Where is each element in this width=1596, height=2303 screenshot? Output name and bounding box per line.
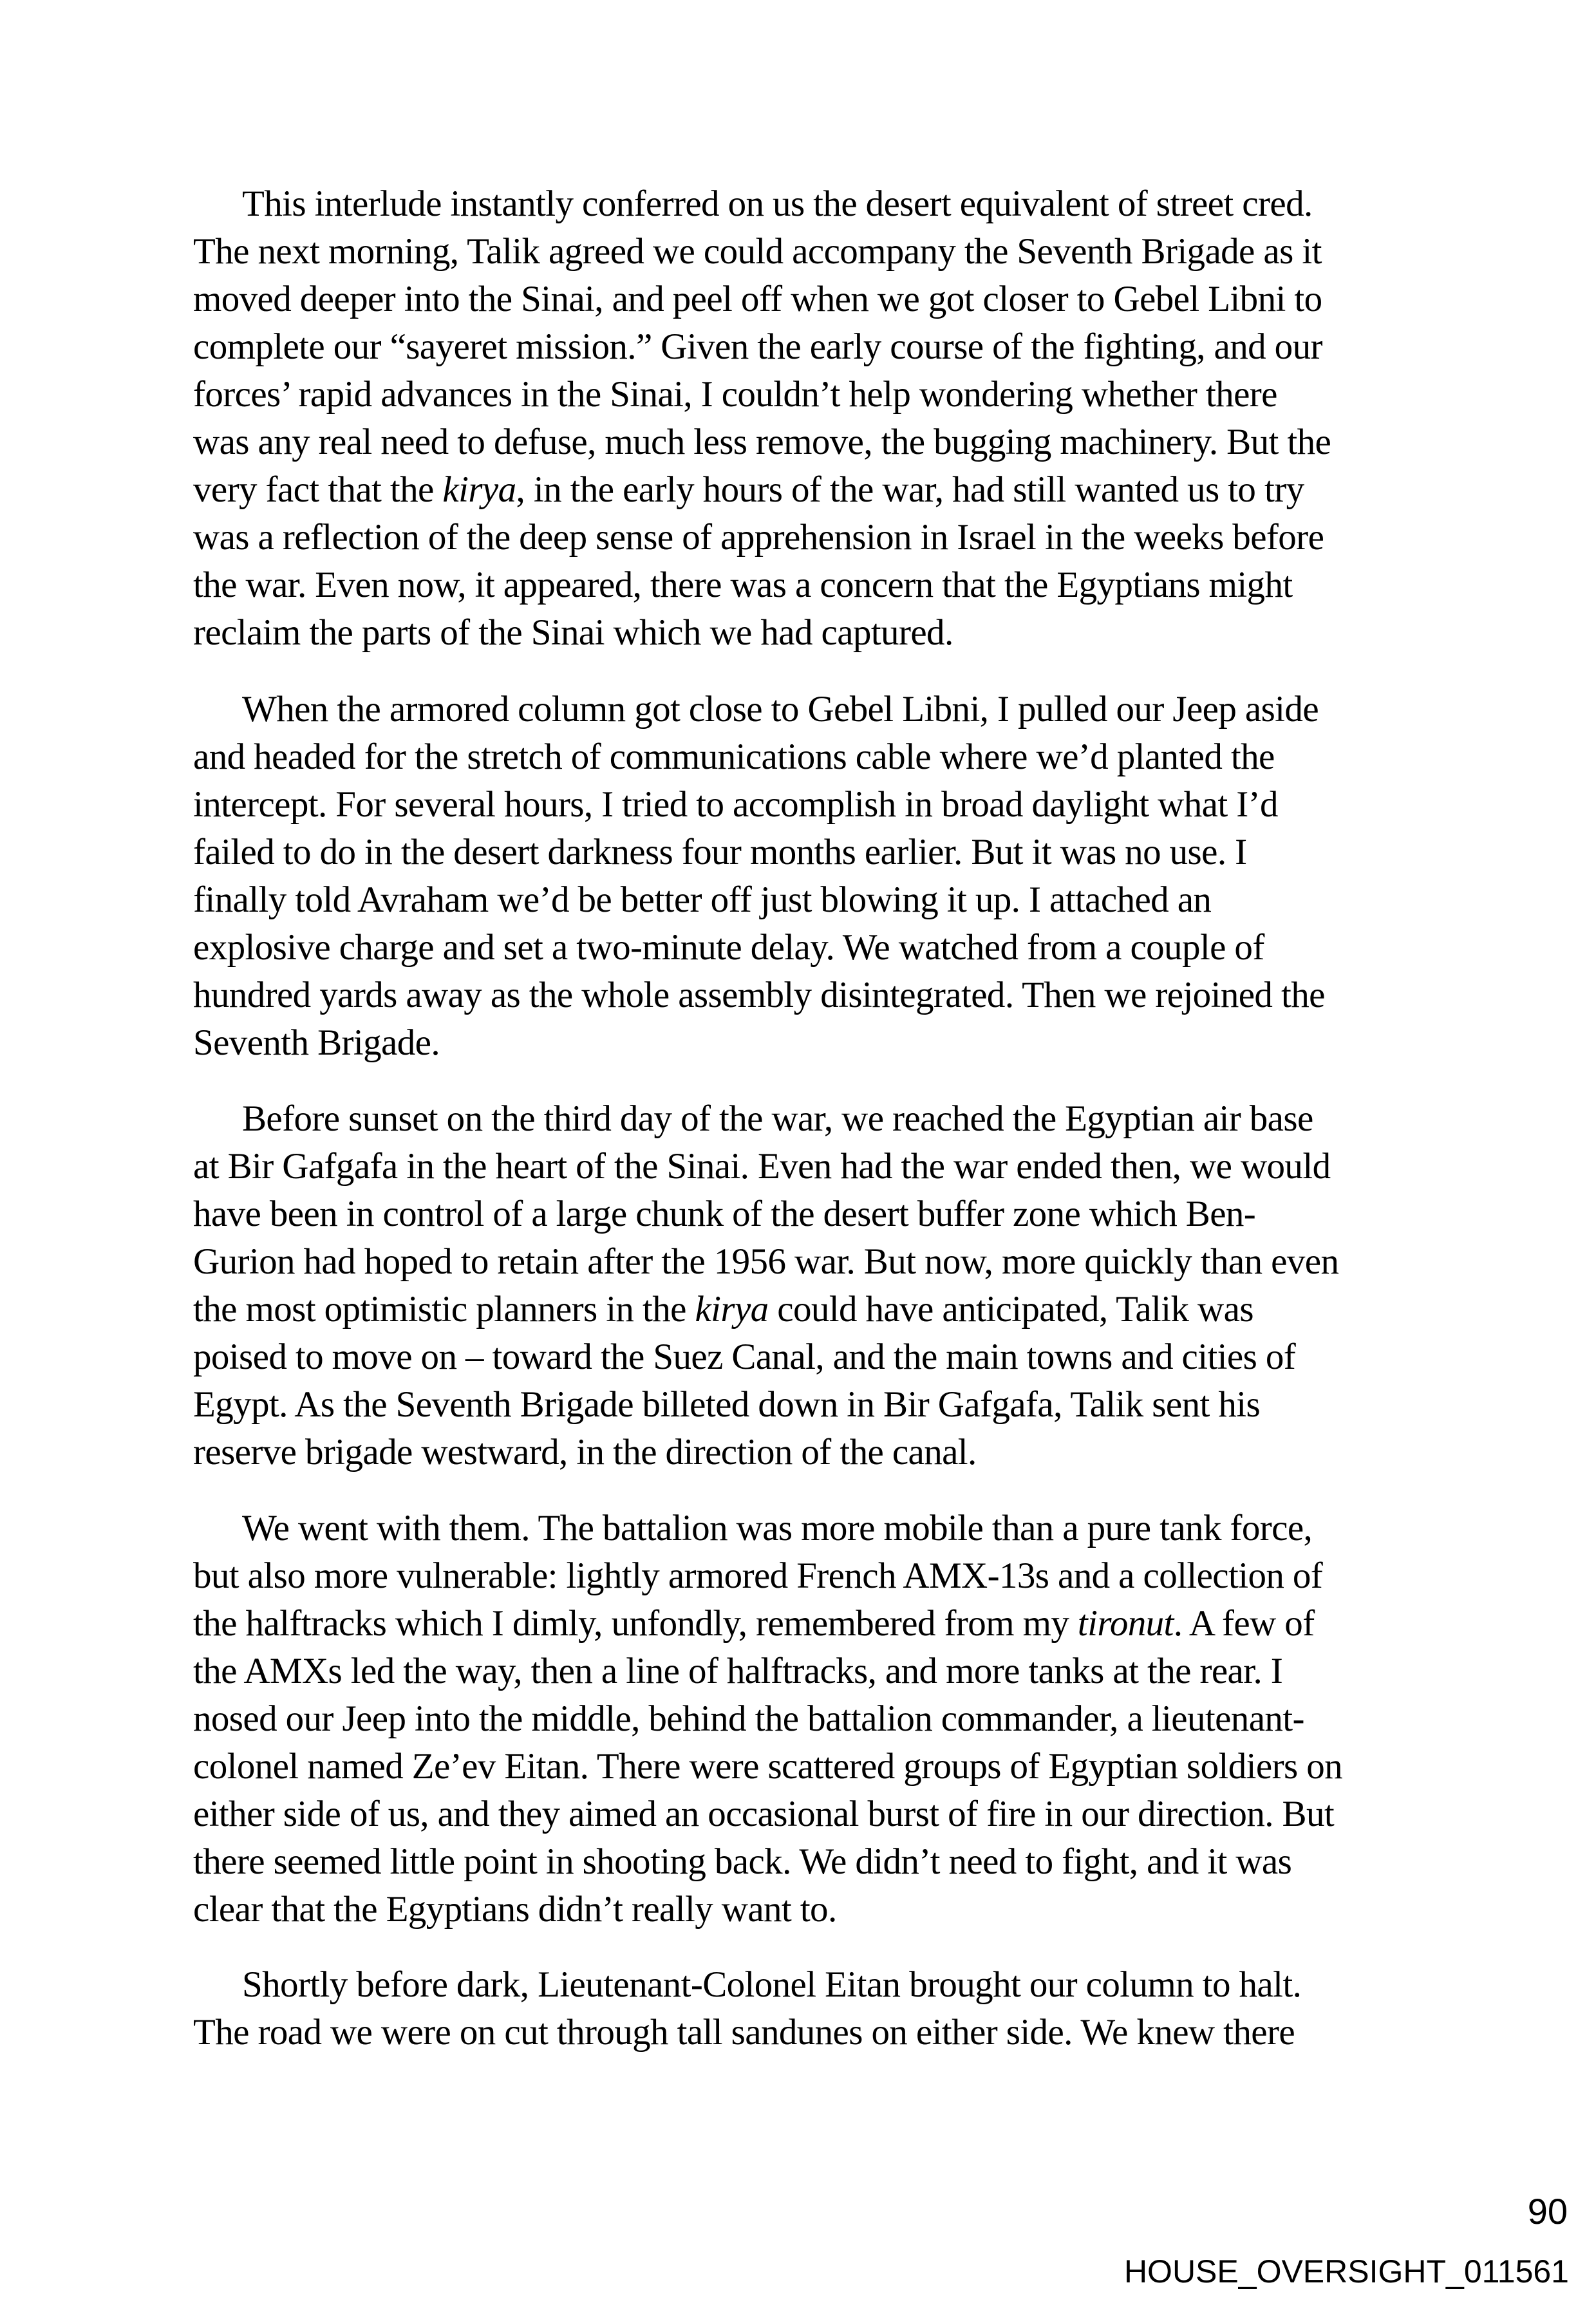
text-run: nosed our Jeep into the middle, behind the battalion commander, a lieutenant- <box>193 1698 1304 1739</box>
text-line <box>193 1286 1404 1333</box>
text-run: This interlude instantly conferred on us the desert equivalent of street cred. <box>242 183 1313 224</box>
text-line <box>193 829 1404 876</box>
text-line <box>193 1695 1404 1743</box>
text-line <box>193 1019 1404 1067</box>
text-run: finally told Avraham we’d be better off just blowing it up. I attached an <box>193 879 1212 920</box>
text-run: When the armored column got close to Gebel Libni, I pulled our Jeep aside <box>242 689 1319 729</box>
text-line <box>193 1961 1404 2009</box>
paragraph <box>193 1095 1404 1476</box>
text-run: We went with them. The battalion was more mobile than a pure tank force, <box>242 1508 1313 1548</box>
text-run: at Bir Gafgafa in the heart of the Sinai. Even had the war ended then, we would <box>193 1146 1331 1187</box>
text-run: Egypt. As the Seventh Brigade billeted down in Bir Gafgafa, Talik sent his <box>193 1384 1261 1425</box>
text-line <box>193 1838 1404 1886</box>
text-run: . A few of <box>1173 1603 1315 1644</box>
text-run: , in the early hours of the war, had still wanted us to try <box>516 469 1304 510</box>
text-line <box>193 972 1404 1019</box>
text-line <box>193 323 1404 371</box>
text-line <box>193 466 1404 514</box>
italic-term: kirya <box>695 1289 769 1330</box>
text-run: colonel named Ze’ev Eitan. There were scattered groups of Egyptian soldiers on <box>193 1746 1342 1787</box>
text-line <box>193 1143 1404 1190</box>
text-line <box>193 1552 1404 1600</box>
text-run: could have anticipated, Talik was <box>768 1289 1253 1330</box>
text-run: complete our “sayeret mission.” Given the early course of the fighting, and our <box>193 326 1322 367</box>
text-line <box>193 418 1404 466</box>
text-run: failed to do in the desert darkness four months earlier. But it was no use. I <box>193 832 1247 872</box>
text-line <box>193 1333 1404 1381</box>
text-run: hundred yards away as the whole assembly disintegrated. Then we rejoined the <box>193 975 1325 1015</box>
text-run: the most optimistic planners in the <box>193 1289 695 1330</box>
text-line <box>193 514 1404 561</box>
page-number: 90 <box>1527 2191 1568 2232</box>
italic-term: tironut <box>1077 1603 1174 1644</box>
text-line <box>193 561 1404 609</box>
text-line <box>193 1095 1404 1143</box>
text-run: reserve brigade westward, in the direction of the canal. <box>193 1432 977 1472</box>
text-run: explosive charge and set a two-minute delay. We watched from a couple of <box>193 927 1264 968</box>
paragraph <box>193 1505 1404 1933</box>
text-run: there seemed little point in shooting back. We didn’t need to fight, and it was <box>193 1841 1292 1882</box>
text-run: and headed for the stretch of communications cable where we’d planted the <box>193 737 1275 777</box>
text-line <box>193 686 1404 733</box>
text-run: Before sunset on the third day of the war, we reached the Egyptian air base <box>242 1098 1313 1139</box>
text-line <box>193 1743 1404 1791</box>
text-run: the AMXs led the way, then a line of halftracks, and more tanks at the rear. I <box>193 1651 1283 1691</box>
text-line <box>193 609 1404 657</box>
paragraph <box>193 1961 1404 2056</box>
text-line <box>193 1190 1404 1238</box>
text-run: Shortly before dark, Lieutenant-Colonel Eitan brought our column to halt. <box>242 1964 1302 2005</box>
italic-term: kirya <box>442 469 516 510</box>
text-run: was a reflection of the deep sense of apprehension in Israel in the weeks before <box>193 517 1324 558</box>
text-run: very fact that the <box>193 469 443 510</box>
text-line <box>193 733 1404 781</box>
text-line <box>193 876 1404 924</box>
text-run: either side of us, and they aimed an occasional burst of fire in our direction. But <box>193 1794 1335 1834</box>
text-line <box>193 228 1404 276</box>
text-run: the war. Even now, it appeared, there was a concern that the Egyptians might <box>193 565 1293 605</box>
text-line <box>193 276 1404 323</box>
text-run: reclaim the parts of the Sinai which we had captured. <box>193 612 953 653</box>
text-line <box>193 180 1404 228</box>
paragraph <box>193 180 1404 657</box>
text-run: clear that the Egyptians didn’t really want to. <box>193 1889 837 1930</box>
text-line <box>193 1648 1404 1695</box>
text-line <box>193 1381 1404 1429</box>
text-run: but also more vulnerable: lightly armored French AMX-13s and a collection of <box>193 1556 1323 1596</box>
text-line <box>193 2009 1404 2056</box>
text-run: intercept. For several hours, I tried to accomplish in broad daylight what I’d <box>193 784 1278 825</box>
text-line <box>193 1429 1404 1476</box>
paragraph <box>193 686 1404 1067</box>
text-line <box>193 1600 1404 1648</box>
bates-stamp: HOUSE_OVERSIGHT_011561 <box>1123 2253 1569 2289</box>
text-run: poised to move on – toward the Suez Canal, and the main towns and cities of <box>193 1337 1296 1377</box>
text-run: moved deeper into the Sinai, and peel off when we got closer to Gebel Libni to <box>193 279 1322 319</box>
text-run: Gurion had hoped to retain after the 1956 war. But now, more quickly than even <box>193 1241 1339 1282</box>
text-run: The road we were on cut through tall sandunes on either side. We knew there <box>193 2012 1295 2053</box>
text-run: the halftracks which I dimly, unfondly, remembered from my <box>193 1603 1078 1644</box>
text-line <box>193 1238 1404 1286</box>
text-run: Seventh Brigade. <box>193 1022 440 1063</box>
text-run: The next morning, Talik agreed we could accompany the Seventh Brigade as it <box>193 231 1322 272</box>
text-run: was any real need to defuse, much less remove, the bugging machinery. But the <box>193 422 1331 462</box>
text-line <box>193 1791 1404 1838</box>
text-line <box>193 1505 1404 1552</box>
text-line <box>193 924 1404 972</box>
text-run: have been in control of a large chunk of the desert buffer zone which Ben- <box>193 1194 1256 1234</box>
text-line <box>193 1886 1404 1933</box>
text-run: forces’ rapid advances in the Sinai, I couldn’t help wondering whether there <box>193 374 1277 415</box>
text-line <box>193 781 1404 829</box>
text-line <box>193 371 1404 418</box>
